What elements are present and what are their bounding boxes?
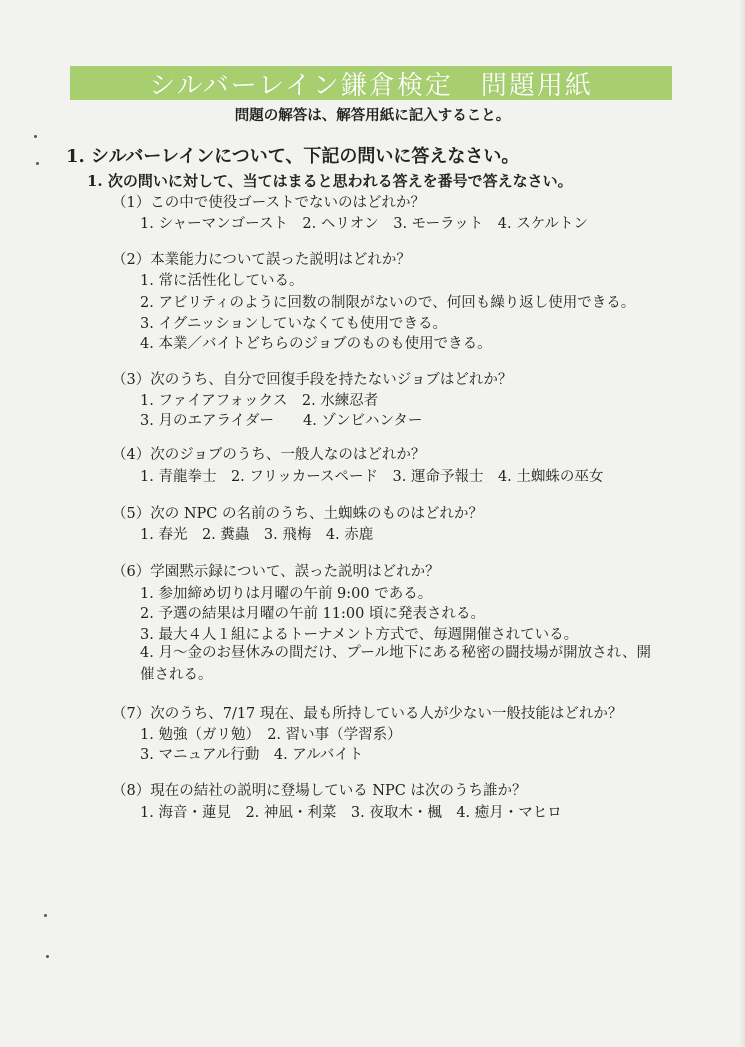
question-2-option-4: 4. 本業／バイトどちらのジョブのものも使用できる。: [140, 336, 492, 352]
section-heading: 1. シルバーレインについて、下記の問いに答えなさい。: [66, 146, 520, 167]
question-3-options-row-1: 1. ファイアフォックス 2. 水練忍者: [140, 393, 379, 409]
question-8-label: （8）現在の結社の説明に登場している NPC は次のうち誰か？: [112, 783, 527, 799]
instruction-text: 問題の解答は、解答用紙に記入すること。: [234, 107, 511, 124]
question-6-label: （6）学園黙示録について、誤った説明はどれか？: [112, 564, 440, 580]
question-5-label: （5）次の NPC の名前のうち、土蜘蛛のものはどれか？: [112, 506, 483, 522]
scan-speck: [34, 135, 37, 138]
question-4-options: 1. 青龍拳士 2. フリッカースペード 3. 運命予報士 4. 土蜘蛛の巫女: [140, 469, 604, 485]
question-2-label: （2）本業能力について誤った説明はどれか？: [112, 252, 411, 268]
question-7-options-row-2: 3. マニュアル行動 4. アルバイト: [140, 747, 364, 763]
question-1-label: （1）この中で使役ゴーストでないのはどれか？: [112, 195, 425, 211]
question-7-options-row-1: 1. 勉強（ガリ勉） 2. 習い事（学習系）: [140, 727, 402, 743]
scan-speck: [46, 955, 49, 958]
title-bar: [70, 66, 672, 100]
page-title: シルバーレイン鎌倉検定 問題用紙: [149, 70, 593, 101]
question-3-label: （3）次のうち、自分で回復手段を持たないジョブはどれか？: [112, 372, 513, 388]
question-8-options: 1. 海音・蓮見 2. 神凪・利菜 3. 夜取木・楓 4. 癒月・マヒロ: [140, 805, 562, 821]
question-2-option-1: 1. 常に活性化している。: [140, 273, 304, 289]
question-7-label: （7）次のうち、7/17 現在、最も所持している人が少ない一般技能はどれか？: [112, 706, 623, 722]
question-6-option-3: 3. 最大４人１組によるトーナメント方式で、毎週開催されている。: [140, 627, 579, 643]
question-2-option-2: 2. アビリティのように回数の制限がないので、何回も繰り返し使用できる。: [140, 295, 636, 311]
question-1-options: 1. シャーマンゴースト 2. ヘリオン 3. モーラット 4. スケルトン: [140, 216, 589, 232]
page-edge-shadow: [739, 0, 745, 1047]
question-2-option-3: 3. イグニッションしていなくても使用できる。: [140, 316, 447, 332]
question-6-option-2: 2. 予選の結果は月曜の午前 11:00 頃に発表される。: [140, 606, 485, 622]
question-6-option-1: 1. 参加締め切りは月曜の午前 9:00 である。: [140, 586, 433, 602]
sub-heading: 1. 次の問いに対して、当てはまると思われる答えを番号で答えなさい。: [87, 172, 573, 190]
scan-speck: [44, 914, 47, 917]
scan-speck: [36, 162, 39, 165]
question-5-options: 1. 春光 2. 糞蟲 3. 飛梅 4. 赤鹿: [140, 527, 374, 543]
question-6-option-4: 4. 月～金のお昼休みの間だけ、プール地下にある秘密の闘技場が開放され、開催される。: [140, 645, 652, 683]
question-3-options-row-2: 3. 月のエアライダー 4. ゾンビハンター: [140, 413, 423, 429]
question-4-label: （4）次のジョブのうち、一般人なのはどれか？: [112, 447, 426, 463]
